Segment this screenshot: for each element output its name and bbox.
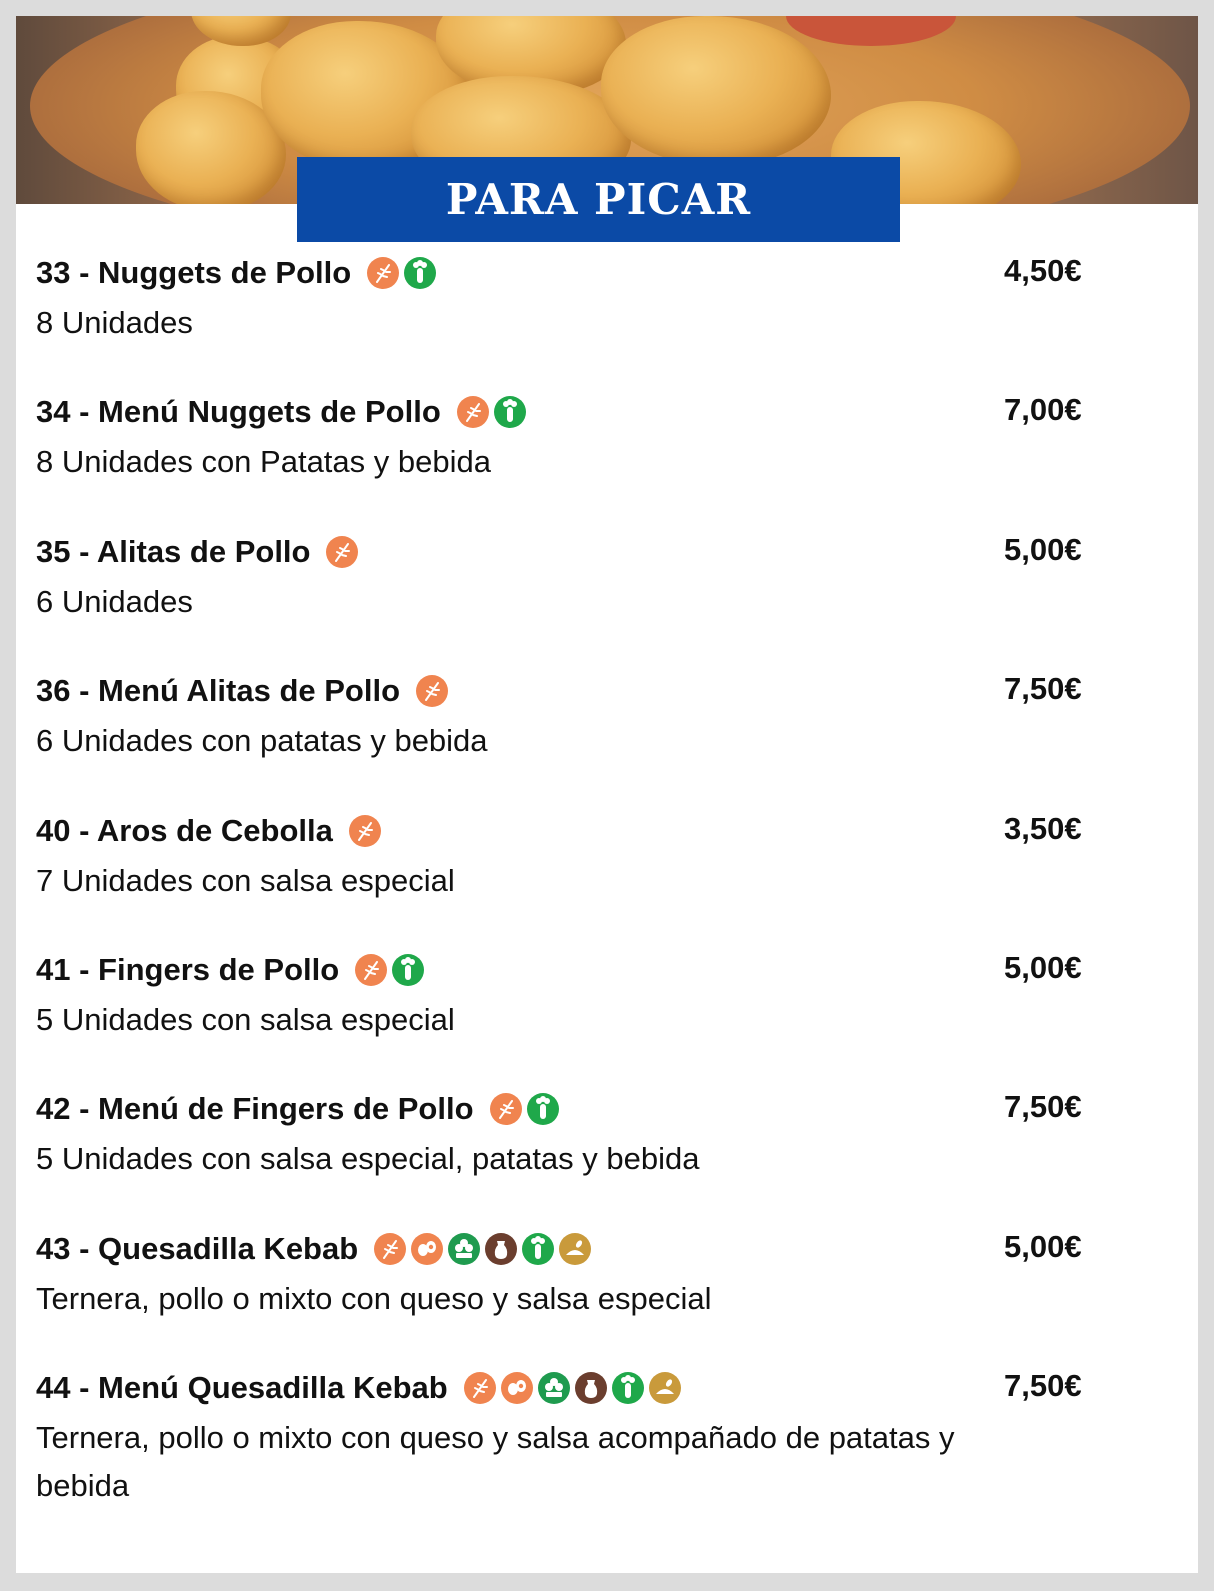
menu-item — [36, 532, 1176, 662]
celery-icon — [527, 1093, 559, 1125]
item-title: 34 - Menú Nuggets de Pollo — [36, 394, 441, 430]
item-title: 41 - Fingers de Pollo — [36, 952, 340, 987]
gluten-icon — [464, 1372, 496, 1404]
mustard-icon — [448, 1233, 480, 1265]
menu-item — [36, 950, 1176, 1080]
gluten-icon — [355, 954, 387, 986]
item-description: 6 Unidades con patatas y bebida — [36, 723, 488, 759]
item-description: 5 Unidades con salsa especial, patatas y bebida — [36, 1141, 700, 1177]
item-title: 33 - Nuggets de Pollo — [36, 255, 352, 290]
item-price: 5,00€ — [1004, 531, 1082, 567]
milk-icon — [485, 1233, 517, 1265]
item-description: Ternera, pollo o mixto con queso y salsa acompañado de patatas y bebida — [36, 1420, 955, 1504]
item-price: 5,00€ — [1004, 950, 1082, 985]
menu-item — [36, 671, 1176, 801]
celery-icon — [494, 396, 526, 428]
menu-item — [36, 1229, 1176, 1359]
celery-icon — [522, 1233, 554, 1265]
celery-icon — [404, 257, 436, 289]
item-title: 44 - Menú Quesadilla Kebab — [36, 1370, 448, 1406]
gluten-icon — [326, 536, 358, 568]
menu-item — [36, 253, 1176, 383]
item-title: 35 - Alitas de Pollo — [36, 533, 311, 569]
item-title-row — [36, 671, 453, 711]
item-title-row — [36, 1089, 564, 1129]
item-title-row — [36, 1229, 596, 1269]
item-title: 43 - Quesadilla Kebab — [36, 1230, 359, 1266]
item-price: 7,50€ — [1004, 1089, 1082, 1125]
item-title-row — [36, 253, 441, 293]
item-title-row — [36, 392, 531, 432]
item-title-row — [36, 811, 386, 851]
item-description: Ternera, pollo o mixto con queso y salsa especial — [36, 1280, 712, 1316]
item-price: 4,50€ — [1004, 253, 1082, 288]
menu-item — [36, 811, 1176, 941]
gluten-icon — [416, 675, 448, 707]
sesame-icon — [559, 1233, 591, 1265]
gluten-icon — [349, 815, 381, 847]
egg-icon — [501, 1372, 533, 1404]
item-description: 6 Unidades — [36, 583, 193, 619]
item-price: 3,50€ — [1004, 810, 1082, 846]
gluten-icon — [367, 257, 399, 289]
milk-icon — [575, 1372, 607, 1404]
item-description: 8 Unidades con Patatas y bebida — [36, 444, 491, 480]
item-price: 7,00€ — [1004, 392, 1082, 428]
item-title-row — [36, 1368, 686, 1408]
mustard-icon — [538, 1372, 570, 1404]
section-title: PARA PICAR — [445, 175, 752, 224]
item-description: 7 Unidades con salsa especial — [36, 862, 455, 898]
section-banner — [297, 157, 900, 242]
item-description: 5 Unidades con salsa especial — [36, 1002, 455, 1037]
item-title-row — [36, 532, 363, 572]
egg-icon — [411, 1233, 443, 1265]
gluten-icon — [490, 1093, 522, 1125]
item-price: 7,50€ — [1004, 1368, 1082, 1404]
item-price: 7,50€ — [1004, 671, 1082, 707]
item-title: 40 - Aros de Cebolla — [36, 812, 333, 848]
celery-icon — [612, 1372, 644, 1404]
menu-item — [36, 1368, 1176, 1504]
menu-item — [36, 392, 1176, 522]
gluten-icon — [374, 1233, 406, 1265]
celery-icon — [392, 954, 424, 986]
menu-item — [36, 1089, 1176, 1219]
sesame-icon — [649, 1372, 681, 1404]
item-description: 8 Unidades — [36, 305, 193, 340]
menu-page — [16, 16, 1198, 1573]
item-price: 5,00€ — [1004, 1228, 1082, 1264]
item-title: 36 - Menú Alitas de Pollo — [36, 673, 401, 709]
item-title: 42 - Menú de Fingers de Pollo — [36, 1091, 474, 1127]
item-title-row — [36, 950, 429, 990]
gluten-icon — [457, 396, 489, 428]
